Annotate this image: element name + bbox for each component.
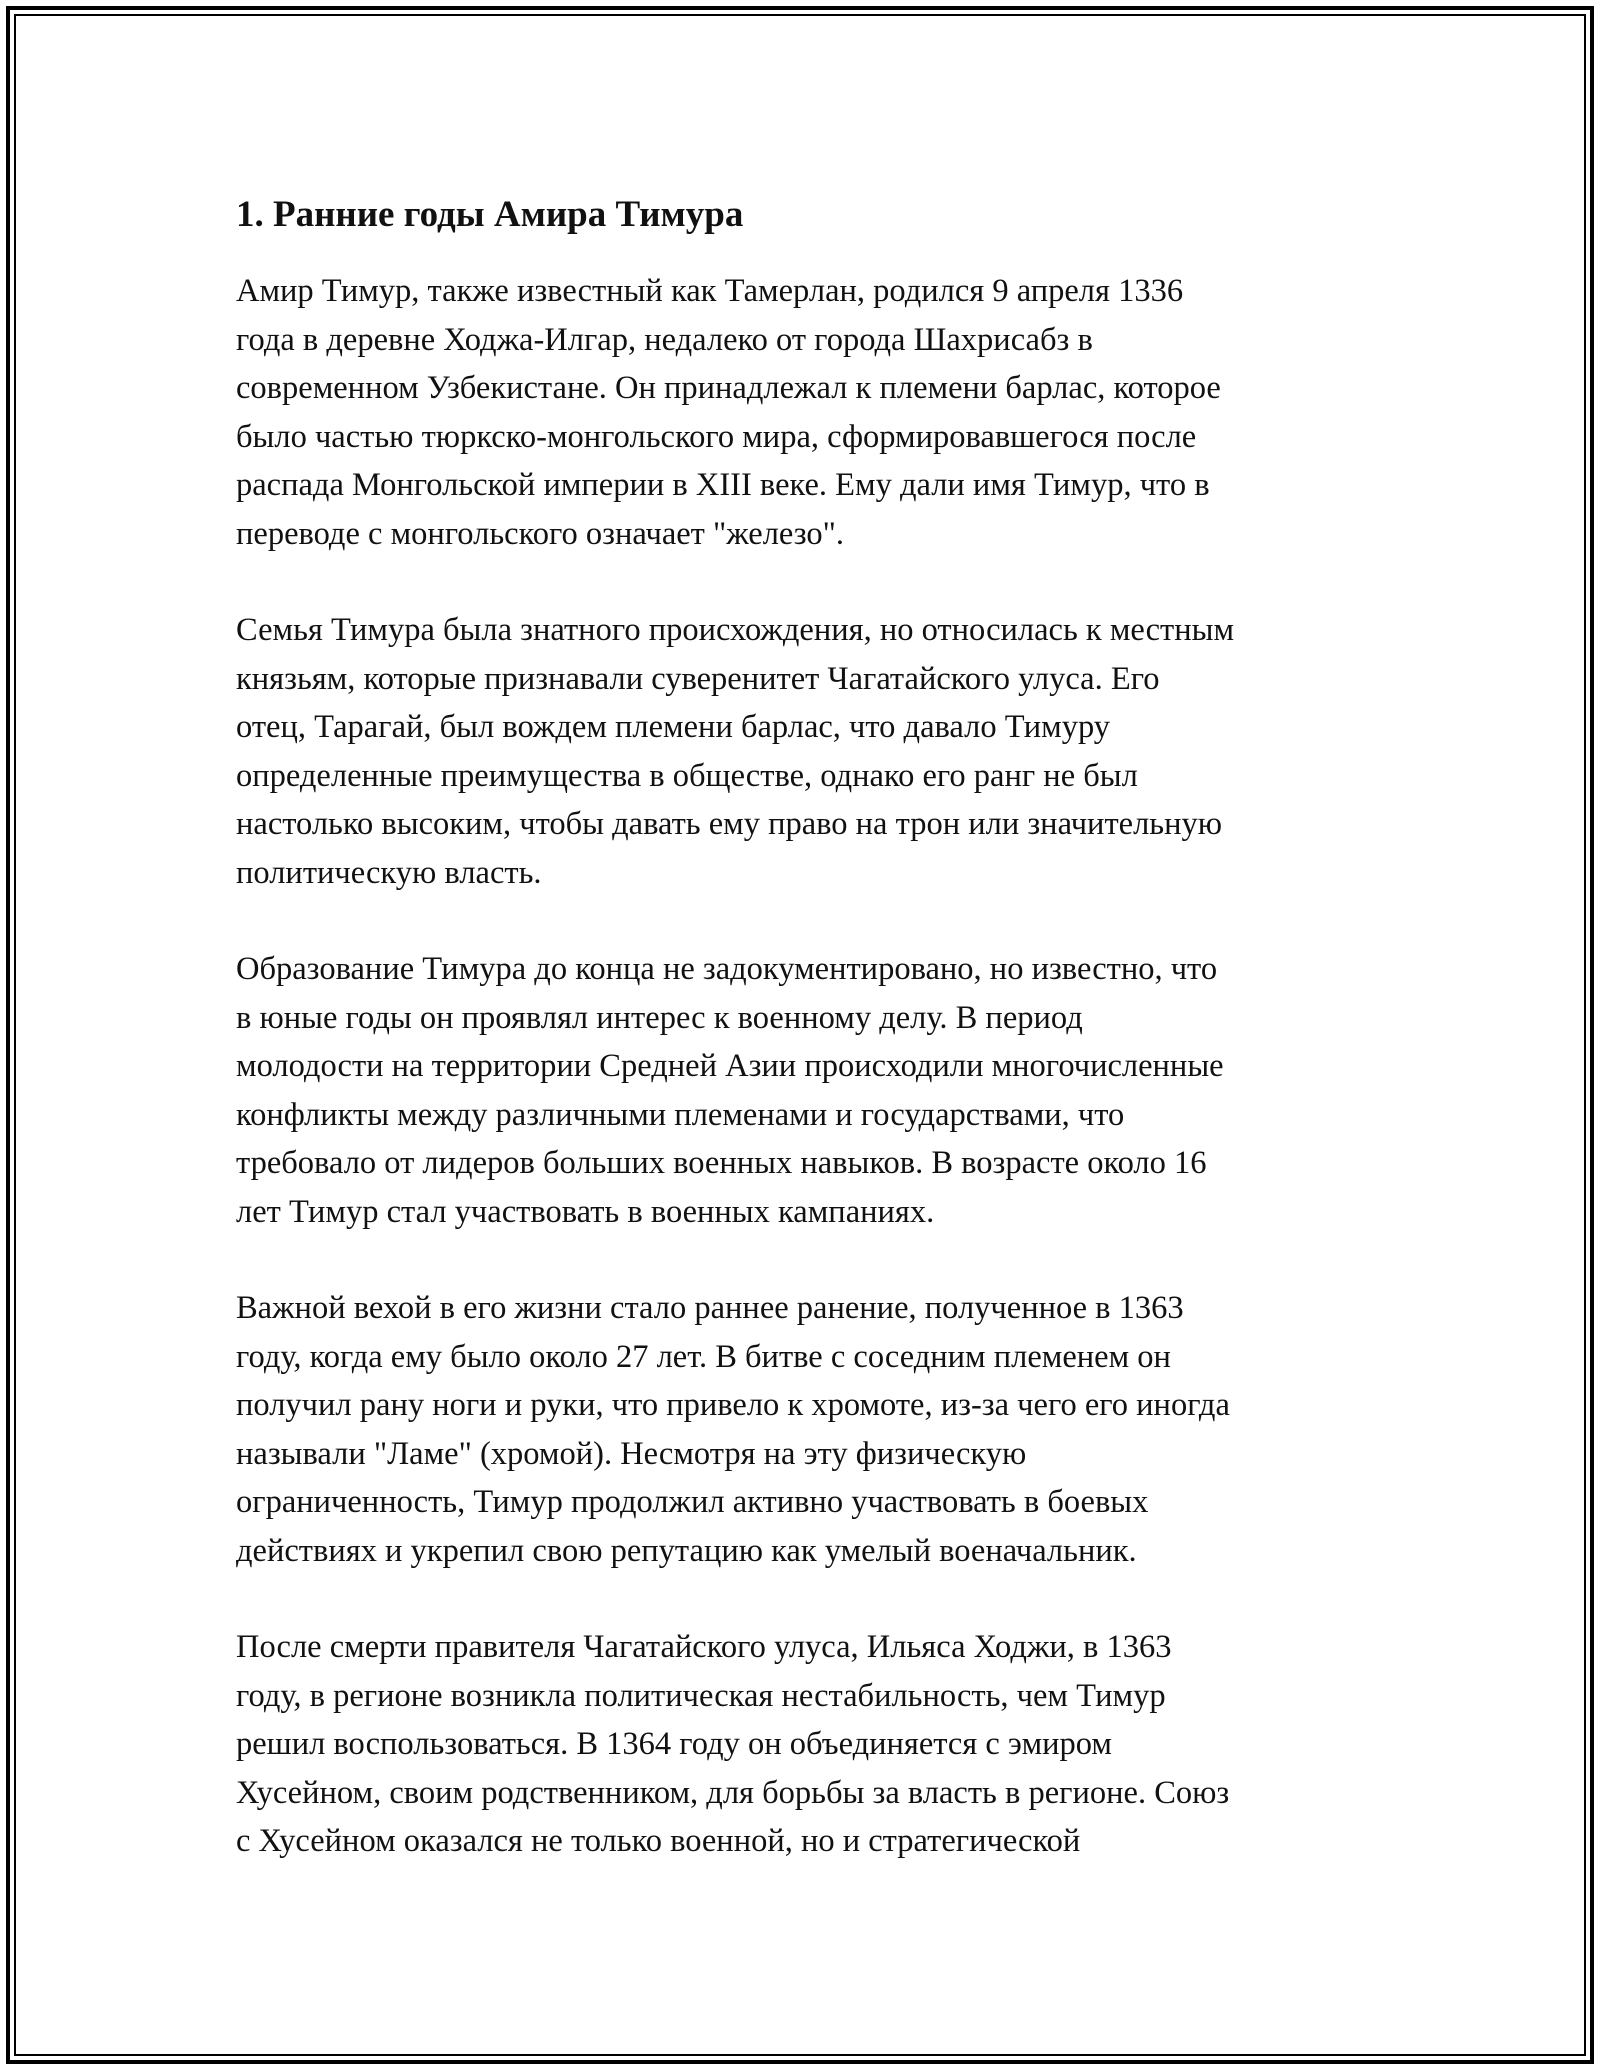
- paragraph-education: Образование Тимура до конца не задокументировано, но известно, что в юные годы он проявлял интерес к военному делу. В период молодости на территории Средней Азии происходили многочисленные конфликты между различными племенами и государствами, что требовало от лидеров больших военных навыков. В возрасте около 16 лет Тимур стал участвовать в военных кампаниях.: [236, 951, 1224, 1230]
- document-body: [236, 187, 1376, 1914]
- paragraph-birth: Амир Тимур, также известный как Тамерлан, родился 9 апреля 1336 года в деревне Ходжа-Илгар, недалеко от города Шахрисабз в современном Узбекистане. Он принадлежал к племени барлас, которое было частью тюркско-монгольского мира, сформировавшегося после распада Монгольской империи в XIII веке. Ему дали имя Тимур, что в переводе с монгольского означает "железо".: [236, 273, 1221, 552]
- paragraph-injury: Важной вехой в его жизни стало раннее ранение, полученное в 1363 году, когда ему было около 27 лет. В битве с соседним племенем он получил рану ноги и руки, что привело к хромоте, из-за чего его иногда называли "Ламе" (хромой). Несмотря на эту физическую ограниченность, Тимур продолжил активно участвовать в боевых действиях и укрепил свою репутацию как умелый военачальник.: [236, 1290, 1230, 1569]
- paragraph-alliance: После смерти правителя Чагатайского улуса, Ильяса Ходжи, в 1363 году, в регионе возникла политическая нестабильность, чем Тимур решил воспользоваться. В 1364 году он объединяется с эмиром Хусейном, своим родственником, для борьбы за власть в регионе. Союз с Хусейном оказался не только военной, но и стратегической: [236, 1629, 1230, 1859]
- section-heading: 1. Ранние годы Амира Тимура: [236, 194, 744, 235]
- paragraph-family: Семья Тимура была знатного происхождения, но относилась к местным князьям, которые признавали суверенитет Чагатайского улуса. Его отец, Тарагай, был вождем племени барлас, что давало Тимуру определенные преимущества в обществе, однако его ранг не был настолько высоким, чтобы давать ему право на трон или значительную политическую власть.: [236, 612, 1235, 891]
